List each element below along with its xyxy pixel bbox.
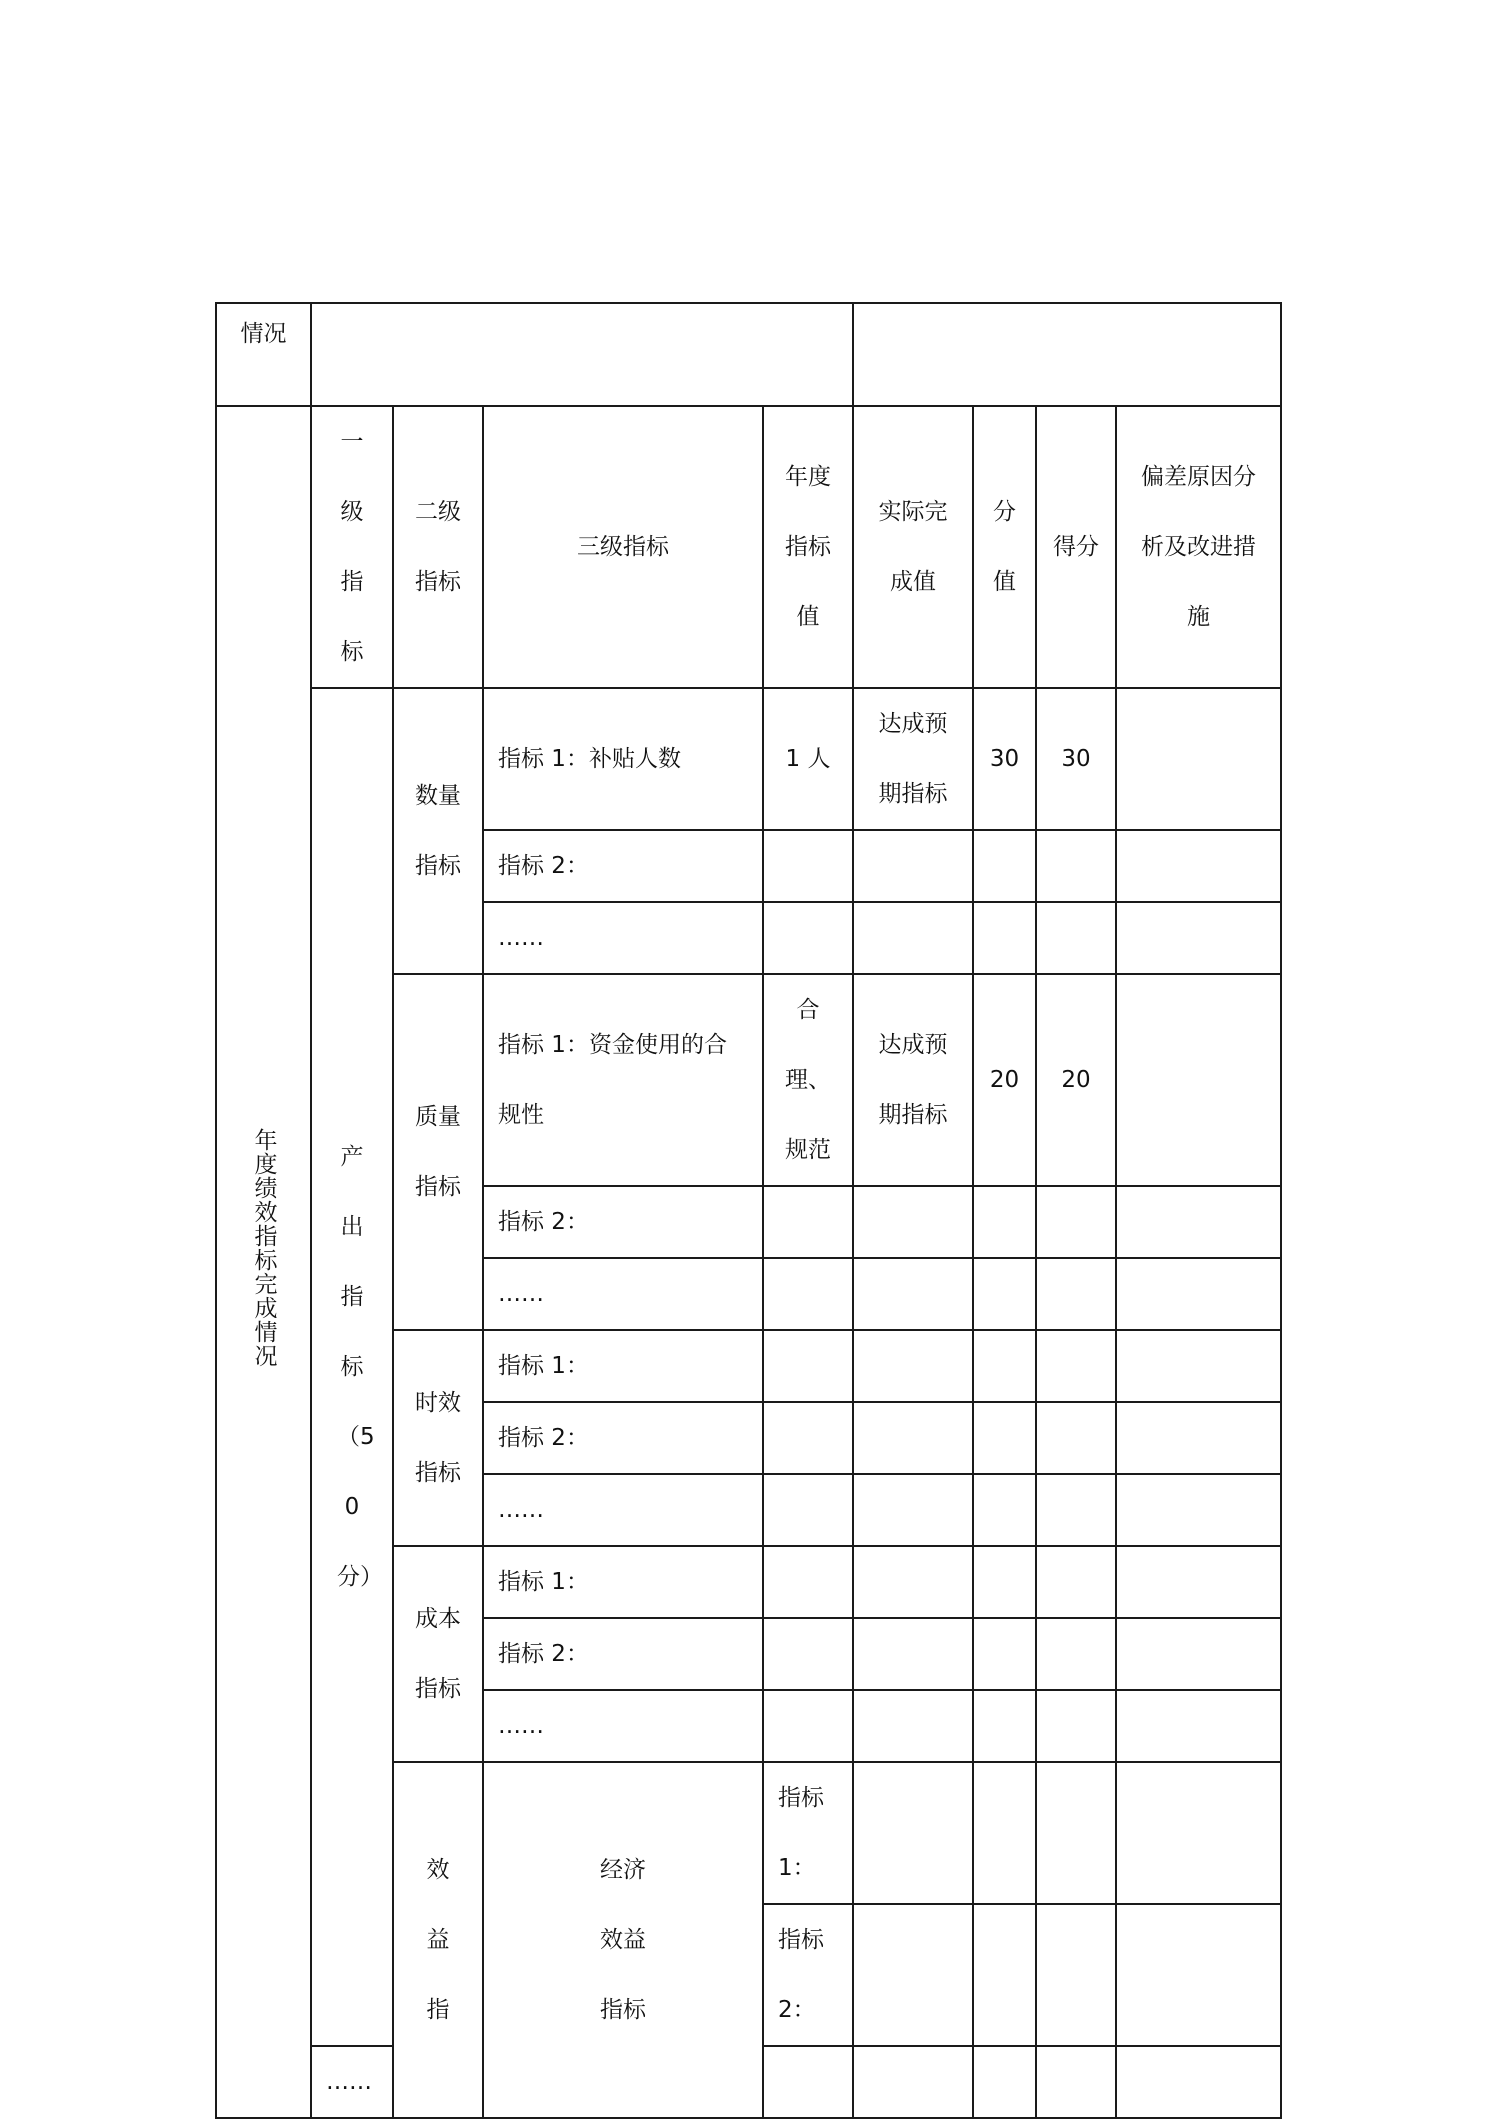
output-group-cell [311, 688, 393, 2046]
quality-row-1-value: 20 [973, 974, 1036, 1186]
cost-row-2-name: 指标 2： [483, 1618, 763, 1690]
header-level2: 二级指标 [415, 499, 461, 595]
side-label: 年度绩效指标完成情况 [250, 1128, 277, 1368]
header-level3: 三级指标 [483, 406, 763, 688]
economic-row-3-name: …… [311, 2046, 393, 2118]
timeliness-row-1-name: 指标 1： [483, 1330, 763, 1402]
top-row [216, 303, 1281, 406]
quality-row-1-target: 合理、规范 [785, 997, 831, 1163]
performance-table [215, 302, 1282, 2119]
quantity-label: 数量指标 [415, 783, 461, 879]
quality-label: 质量指标 [415, 1104, 461, 1200]
timeliness-row-2-name: 指标 2： [483, 1402, 763, 1474]
top-row-blank-2 [853, 303, 1281, 406]
header-row [216, 406, 1281, 688]
economic-row-2-name: 指标 2： [763, 1904, 853, 2046]
header-score-value: 分值 [993, 499, 1016, 595]
economic-label: 经济效益指标 [600, 1857, 646, 2023]
quality-row-1-deviation [1116, 974, 1281, 1186]
timeliness-row-3-name: …… [483, 1474, 763, 1546]
benefit-group-label: 效益指 [426, 1857, 450, 2023]
side-label-cell [216, 406, 311, 2118]
quality-row-3-name: …… [483, 1258, 763, 1330]
cost-row-1-name: 指标 1： [483, 1546, 763, 1618]
top-row-blank-1 [311, 303, 853, 406]
header-actual: 实际完成值 [878, 499, 948, 595]
header-deviation: 偏差原因分析及改进措施 [1141, 464, 1256, 630]
quality-row-2-name: 指标 2： [483, 1186, 763, 1258]
quantity-row-1-name: 指标 1：补贴人数 [483, 688, 763, 830]
cost-row-3-name: …… [483, 1690, 763, 1762]
quantity-row-3-name: …… [483, 902, 763, 974]
quantity-row-2-name: 指标 2： [483, 830, 763, 902]
output-group-label: 产出指标（50分） [337, 1144, 383, 1590]
header-annual-target: 年度指标值 [785, 464, 831, 630]
quality-row-1-name: 指标 1：资金使用的合规性 [498, 1032, 727, 1128]
quantity-row-1-score: 30 [1036, 688, 1116, 830]
quantity-row-1-deviation [1116, 688, 1281, 830]
table-row [216, 688, 1281, 830]
cost-label: 成本指标 [415, 1606, 461, 1702]
economic-row-1-name: 指标 1： [763, 1762, 853, 1904]
top-row-label: 情况 [216, 303, 311, 406]
header-level1: 一级指标 [340, 429, 364, 665]
quantity-row-1-actual: 达成预期指标 [878, 711, 948, 807]
quantity-row-1-target: 1 人 [763, 688, 853, 830]
quantity-row-1-value: 30 [973, 688, 1036, 830]
header-score: 得分 [1036, 406, 1116, 688]
quality-row-1-score: 20 [1036, 974, 1116, 1186]
quality-row-1-actual: 达成预期指标 [878, 1032, 948, 1128]
timeliness-label: 时效指标 [415, 1390, 461, 1486]
